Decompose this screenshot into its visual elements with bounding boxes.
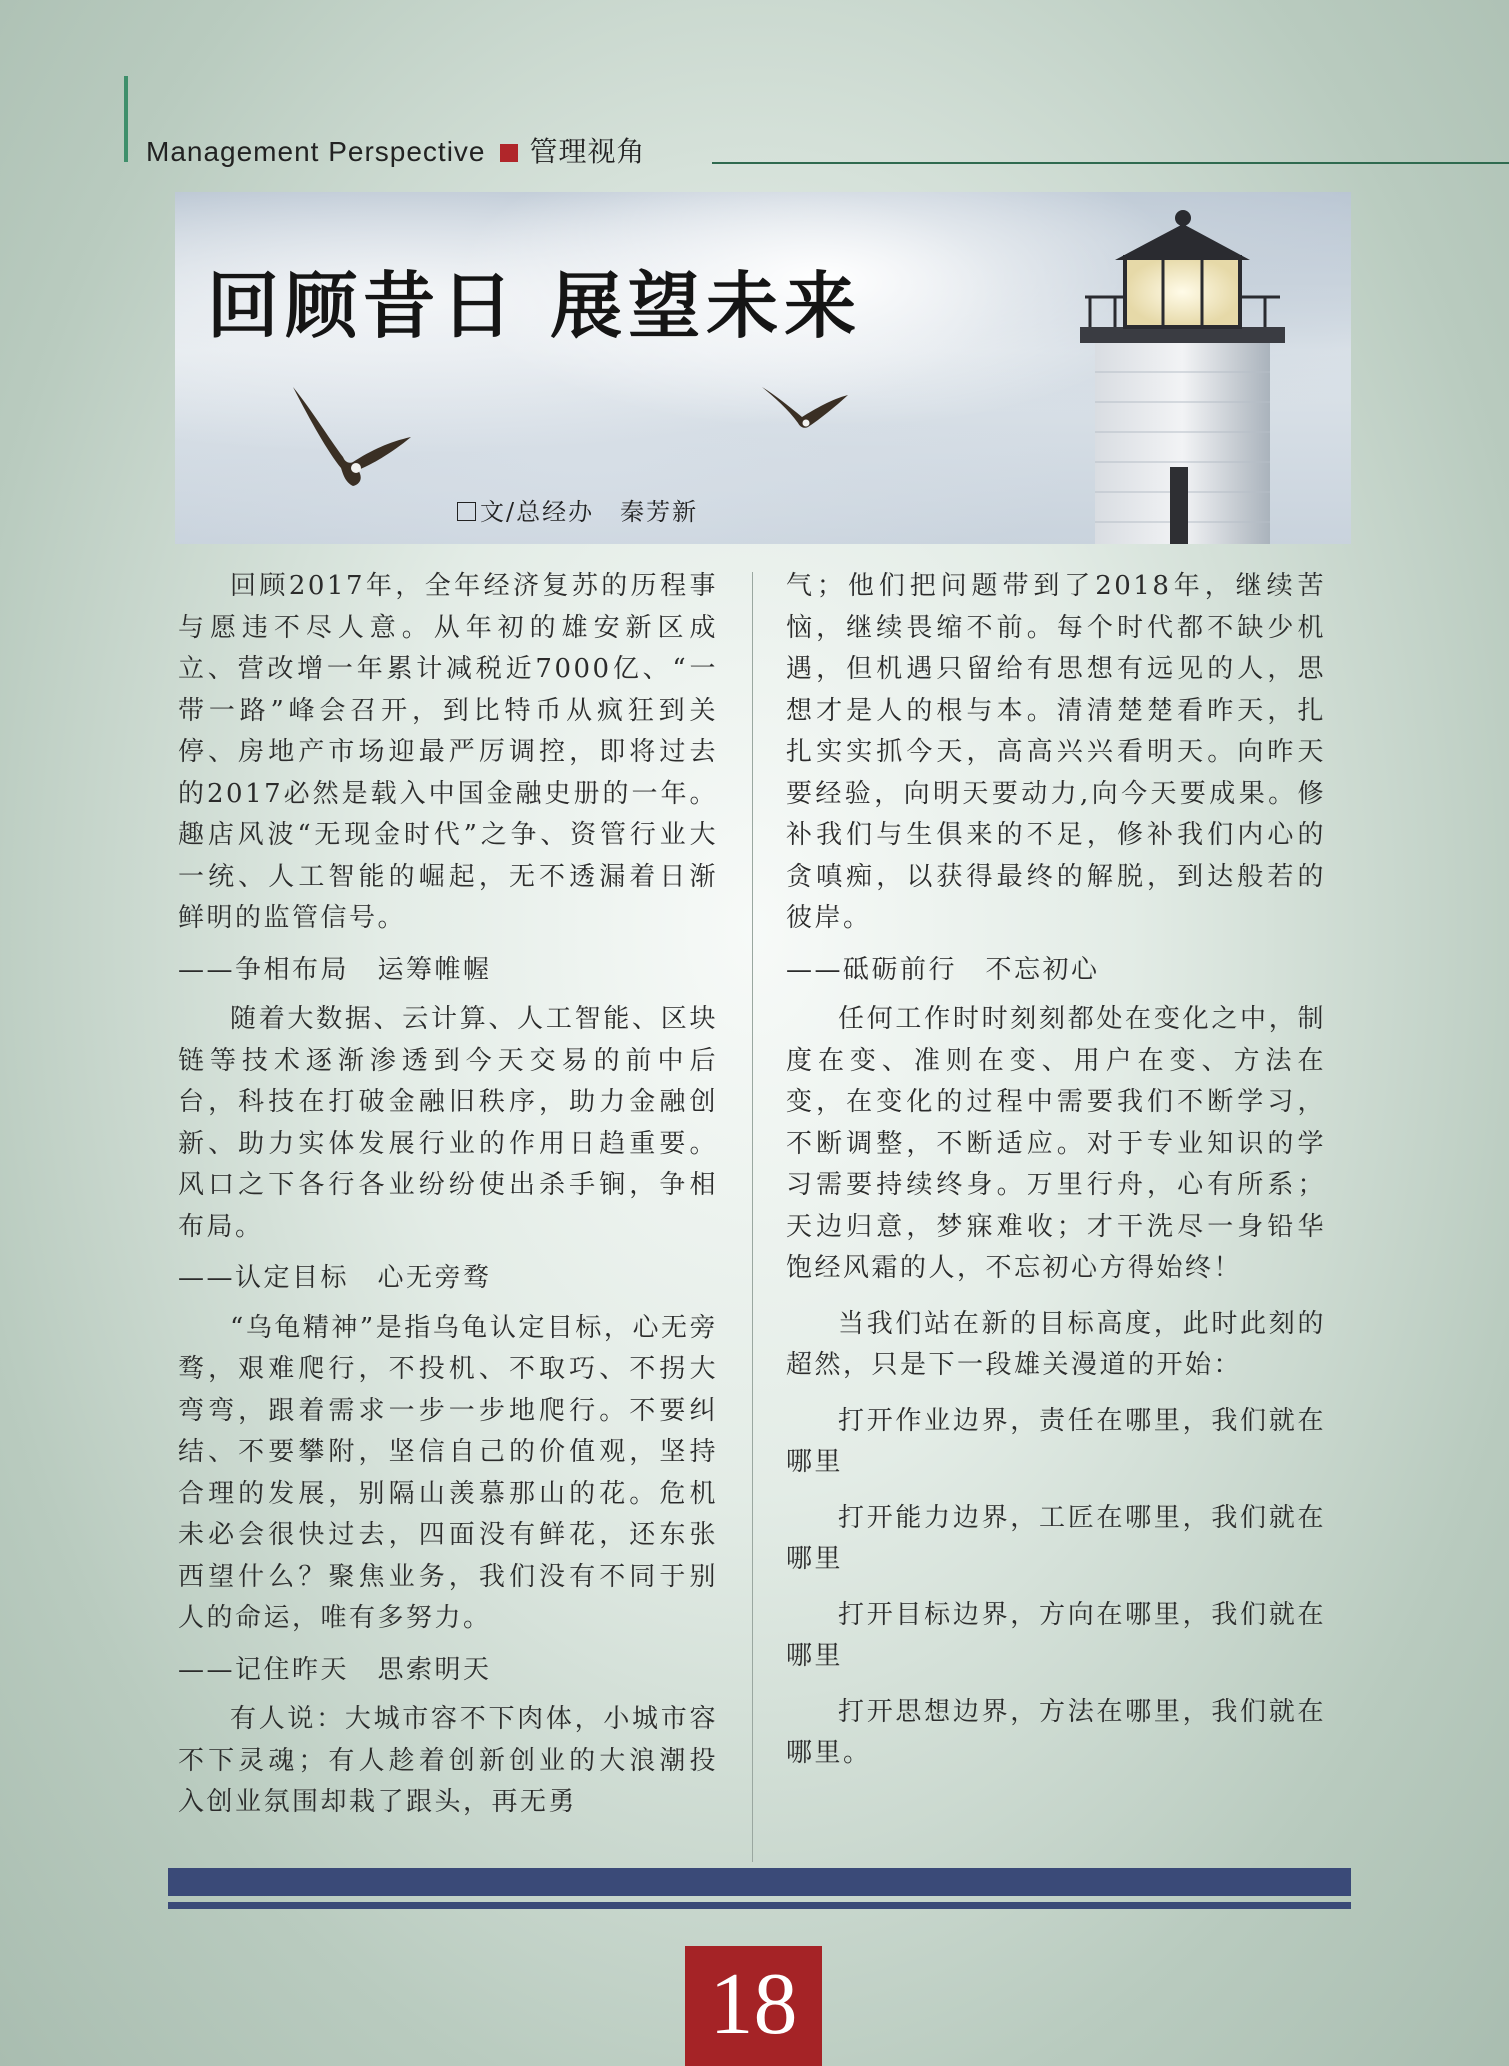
paragraph: 打开思想边界，方法在哪里，我们就在哪里。 xyxy=(786,1696,1326,1768)
column-divider xyxy=(752,572,753,1862)
paragraph: 打开目标边界，方向在哪里，我们就在哪里 xyxy=(786,1599,1326,1671)
paragraph: 打开能力边界，工匠在哪里，我们就在哪里 xyxy=(786,1502,1326,1574)
section-heading: ——记住昨天 思索明天 xyxy=(178,1654,492,1685)
article-banner xyxy=(175,192,1351,544)
right-column xyxy=(786,566,1326,1775)
paragraph: 当我们站在新的目标高度，此时此刻的超然，只是下一段雄关漫道的开始： xyxy=(786,1308,1326,1380)
page-number: 18 xyxy=(685,1946,822,2066)
section-heading: ——争相布局 运筹帷幄 xyxy=(178,954,492,985)
section-title-cn: 管理视角 xyxy=(529,136,646,167)
header-accent-bar xyxy=(124,76,128,162)
box-icon xyxy=(457,502,476,521)
footer-bar xyxy=(168,1868,1351,1896)
paragraph: 随着大数据、云计算、人工智能、区块链等技术逐渐渗透到今天交易的前中后台，科技在打破金融旧秩序，助力金融创新、助力实体发展行业的作用日趋重要。风口之下各行各业纷纷使出杀手锏，争相布局。 xyxy=(178,1004,718,1242)
section-title-en: Management Perspective xyxy=(146,136,486,167)
paragraph: 打开作业边界，责任在哪里，我们就在哪里 xyxy=(786,1405,1326,1477)
article-byline: 文/总经办 秦芳新 xyxy=(457,492,698,527)
header-rule xyxy=(712,162,1509,164)
lighthouse-icon xyxy=(1035,202,1335,544)
section-heading: ——认定目标 心无旁骛 xyxy=(178,1263,492,1293)
section-heading: ——砥砺前行 不忘初心 xyxy=(786,954,1100,985)
paragraph: “乌龟精神”是指乌龟认定目标，心无旁骛，艰难爬行，不投机、不取巧、不拐大弯弯，跟着需求一步一步地爬行。不要纠结、不要攀附，坚信自己的价值观，坚持合理的发展，别隔山羡慕那山的花。危机未必会很快过去，四面没有鲜花，还东张西望什么？聚焦业务，我们没有不同于别人的命运，唯有多努力。 xyxy=(178,1312,718,1633)
footer-thin-bar xyxy=(168,1902,1351,1909)
eagle-icon xyxy=(760,377,850,437)
paragraph: 回顾2017年，全年经济复苏的历程事与愿违不尽人意。从年初的雄安新区成立、营改增一年累计减税近7000亿、“一带一路”峰会召开，到比特币从疯狂到关停、房地产市场迎最严厉调控，即将过去的2017必然是载入中国金融史册的一年。趣店风波“无现金时代”之争、资管行业大一统、人工智能的崛起，无不透漏着日渐鲜明的监管信号。 xyxy=(178,571,718,933)
section-header xyxy=(146,130,646,170)
left-column xyxy=(178,566,718,1824)
paragraph: 有人说：大城市容不下肉体，小城市容不下灵魂；有人趁着创新创业的大浪潮投入创业氛围却栽了跟头，再无勇 xyxy=(178,1704,718,1817)
paragraph: 气；他们把问题带到了2018年，继续苦恼，继续畏缩不前。每个时代都不缺少机遇，但机遇只留给有思想有远见的人，思想才是人的根与本。清清楚楚看昨天，扎扎实实抓今天，高高兴兴看明天。向昨天要经验，向明天要动力,向今天要成果。修补我们与生俱来的不足，修补我们内心的贪嗔痴，以获得最终的解脱，到达般若的彼岸。 xyxy=(786,571,1326,933)
paragraph: 任何工作时时刻刻都处在变化之中，制度在变、准则在变、用户在变、方法在变，在变化的过程中需要我们不断学习，不断调整，不断适应。对于专业知识的学习需要持续终身。万里行舟，心有所系；天边归意，梦寐难收；才干洗尽一身铅华饱经风霜的人，不忘初心方得始终！ xyxy=(786,1004,1326,1283)
red-square-icon xyxy=(500,144,518,162)
eagle-icon xyxy=(283,382,413,492)
article-title: 回顾昔日 展望未来 xyxy=(207,263,863,348)
